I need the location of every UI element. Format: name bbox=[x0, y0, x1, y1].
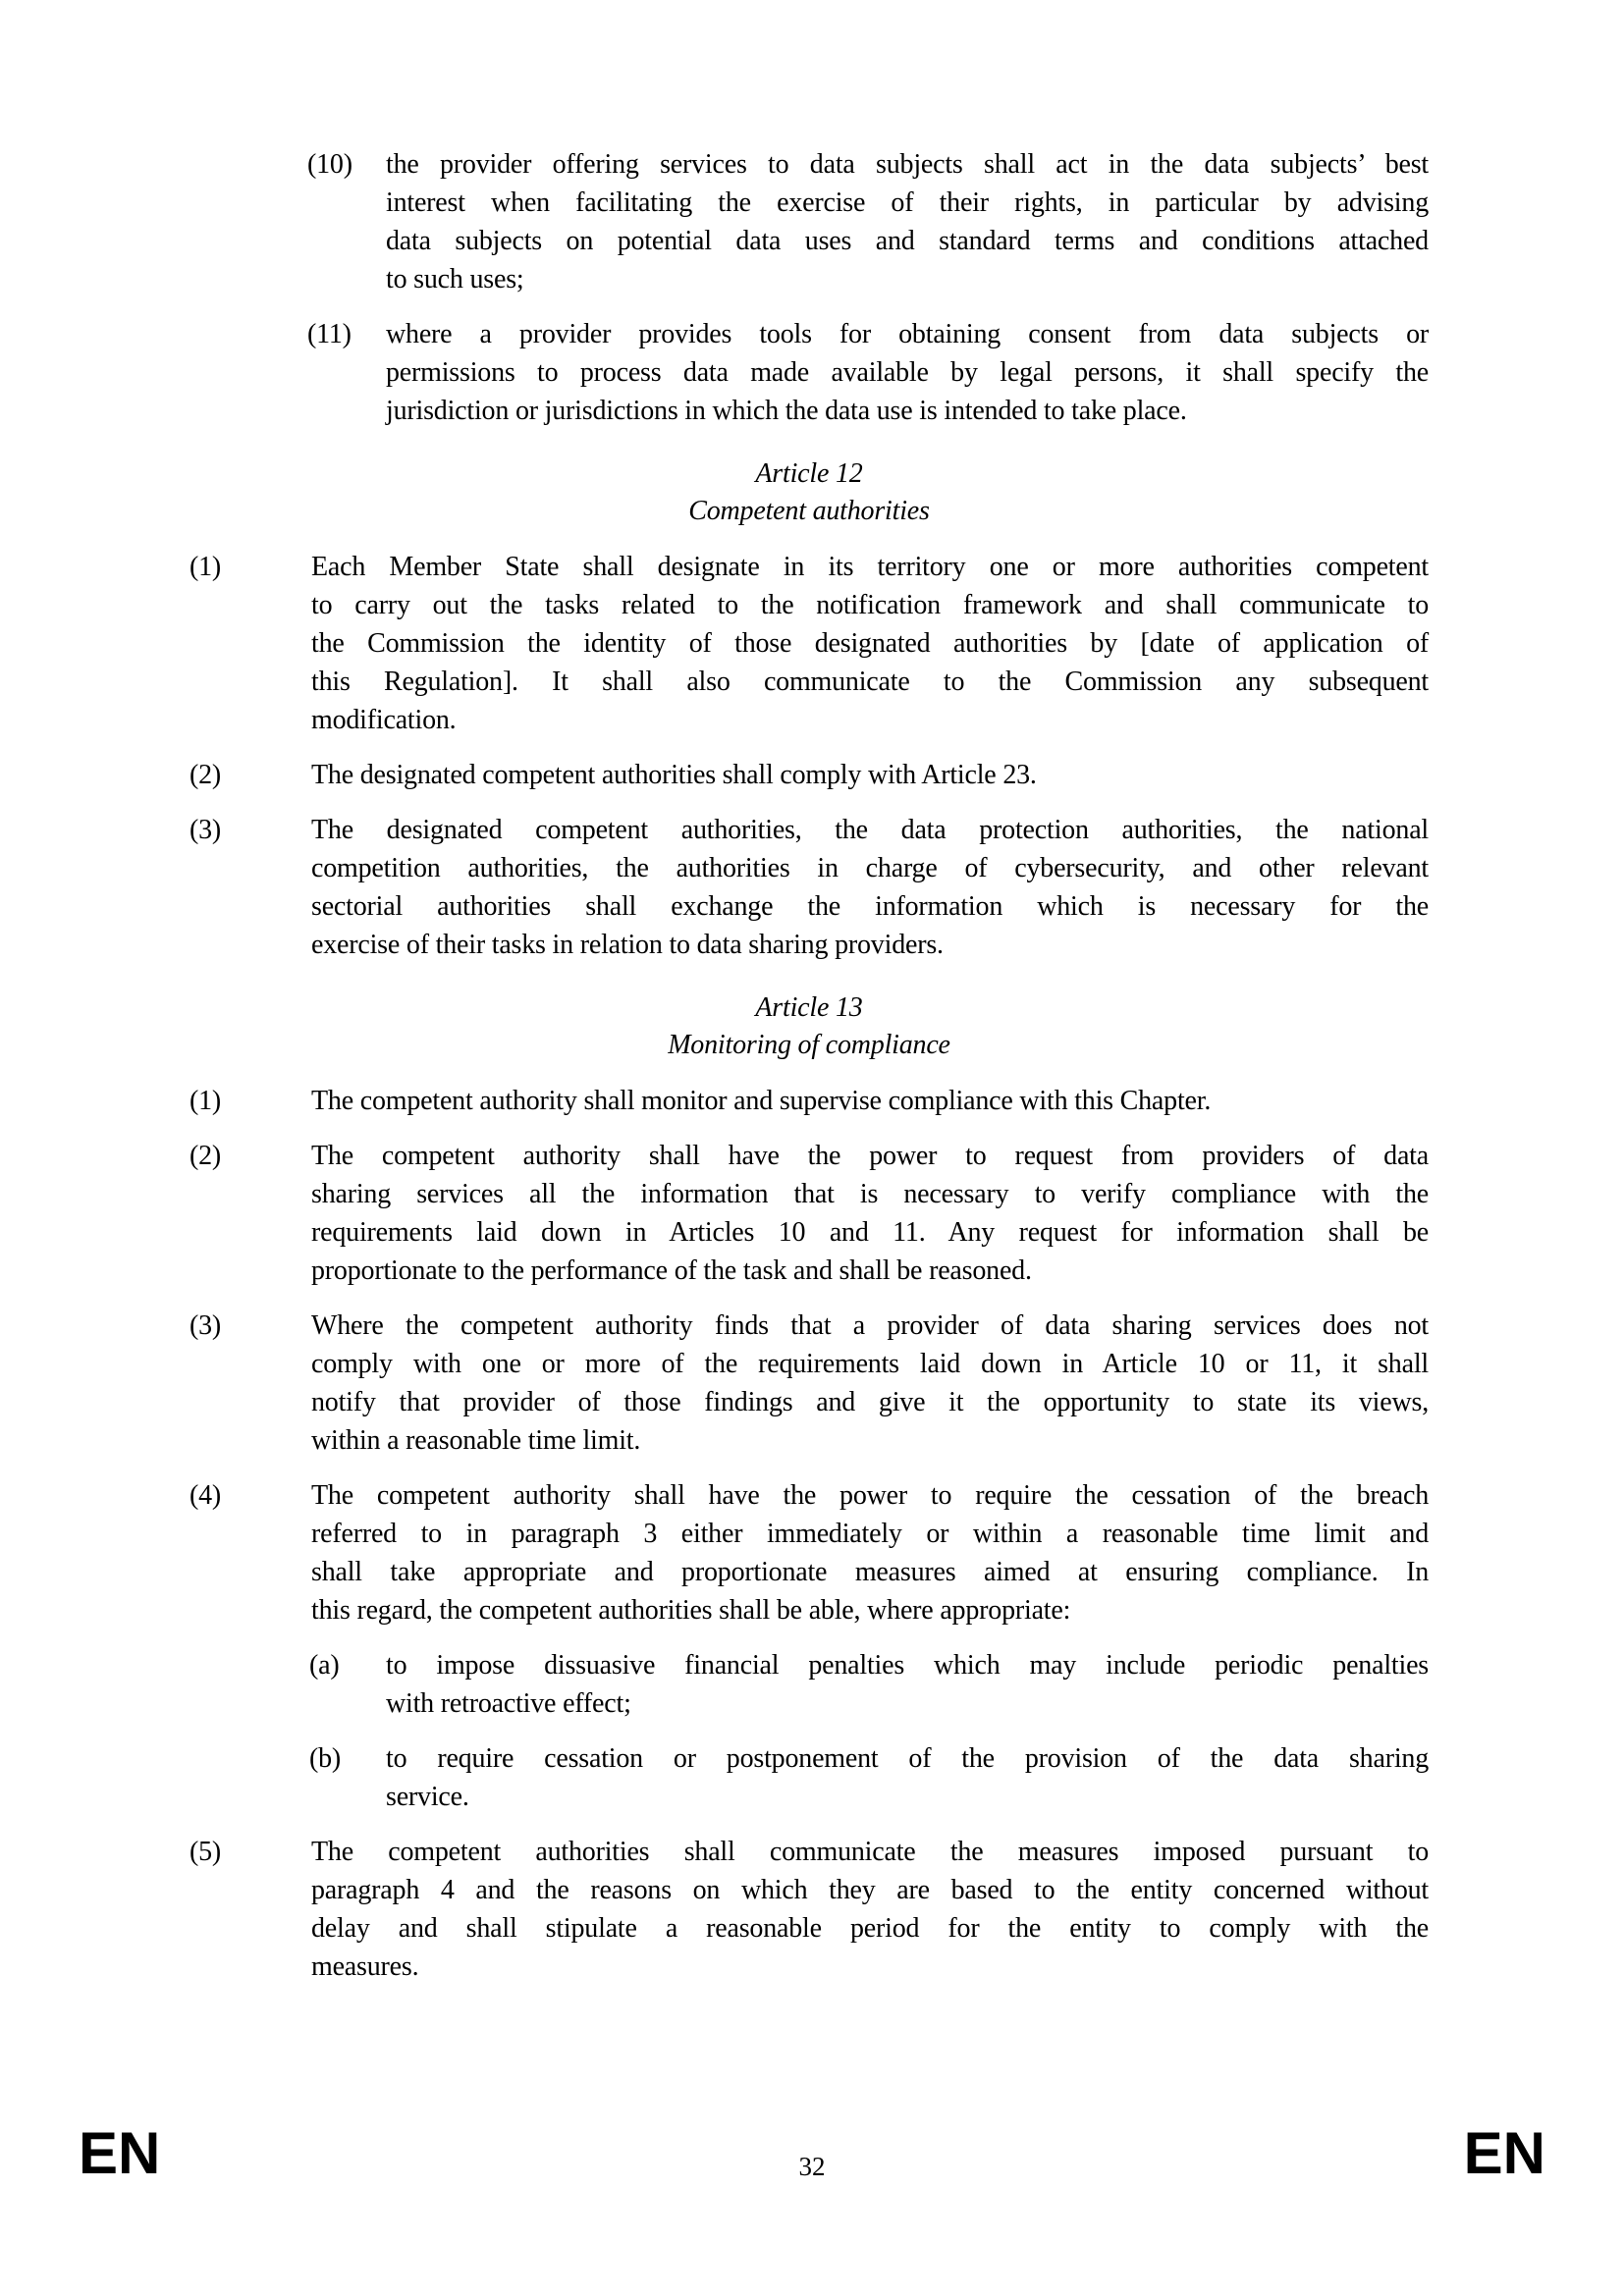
paragraph-text bbox=[311, 1307, 1429, 1460]
page-content bbox=[189, 145, 1429, 2002]
paragraph bbox=[189, 1307, 1429, 1460]
article-heading-line: Monitoring of compliance bbox=[668, 1030, 950, 1060]
article-heading bbox=[189, 989, 1429, 1064]
paragraph-number: (5) bbox=[189, 1837, 222, 1867]
paragraph-line: the Commission the identity of those designated authorities by [date of application of bbox=[311, 628, 1429, 659]
paragraph-number: (11) bbox=[307, 319, 352, 349]
paragraph-line: proportionate to the performance of the task and shall be reasoned. bbox=[311, 1255, 1032, 1286]
paragraph-text bbox=[386, 1646, 1429, 1723]
paragraph bbox=[189, 548, 1429, 739]
paragraph-text bbox=[311, 548, 1429, 739]
paragraph-number: (3) bbox=[189, 815, 222, 845]
paragraph bbox=[189, 1082, 1429, 1120]
paragraph-line: where a provider provides tools for obtaining consent from data subjects or bbox=[386, 319, 1429, 349]
paragraph-line: modification. bbox=[311, 705, 457, 735]
paragraph-text bbox=[386, 315, 1429, 430]
paragraph-text bbox=[311, 811, 1429, 964]
paragraph-line: sectorial authorities shall exchange the information which is necessary for the bbox=[311, 891, 1429, 922]
paragraph-number: (b) bbox=[309, 1743, 342, 1774]
paragraph-line: comply with one or more of the requirements laid down in Article 10 or 11, it shall bbox=[311, 1349, 1429, 1379]
page-number: 32 bbox=[798, 2152, 826, 2181]
paragraph-line: jurisdiction or jurisdictions in which the data use is intended to take place. bbox=[386, 396, 1187, 426]
paragraph-line: within a reasonable time limit. bbox=[311, 1425, 641, 1456]
paragraph-line: to impose dissuasive financial penalties which may include periodic penalties bbox=[386, 1650, 1429, 1681]
paragraph-number: (3) bbox=[189, 1310, 222, 1341]
paragraph-number: (10) bbox=[307, 149, 352, 180]
paragraph-number: (4) bbox=[189, 1480, 222, 1511]
paragraph-line: data subjects on potential data uses and standard terms and conditions attached bbox=[386, 226, 1429, 256]
article-heading-line: Article 12 bbox=[755, 458, 863, 489]
article-heading bbox=[189, 455, 1429, 530]
paragraph bbox=[309, 1646, 1429, 1723]
paragraph-text bbox=[311, 1476, 1429, 1629]
paragraph-line: shall take appropriate and proportionate measures aimed at ensuring compliance. In bbox=[311, 1557, 1429, 1587]
paragraph-line: to carry out the tasks related to the notification framework and shall communicate to bbox=[311, 590, 1429, 620]
paragraph-number: (2) bbox=[189, 1141, 222, 1171]
paragraph-line: The competent authority shall have the power to require the cessation of the breach bbox=[311, 1480, 1429, 1511]
paragraph-line: this regard, the competent authorities shall be able, where appropriate: bbox=[311, 1595, 1071, 1626]
paragraph-line: measures. bbox=[311, 1951, 419, 1982]
paragraph-line: Each Member State shall designate in its territory one or more authorities competent bbox=[311, 552, 1429, 582]
paragraph-line: interest when facilitating the exercise of their rights, in particular by advising bbox=[386, 187, 1429, 218]
paragraph-text bbox=[386, 1739, 1429, 1816]
paragraph-line: The competent authority shall monitor and supervise compliance with this Chapter. bbox=[311, 1086, 1212, 1116]
paragraph bbox=[189, 811, 1429, 964]
paragraph-line: paragraph 4 and the reasons on which they are based to the entity concerned without bbox=[311, 1875, 1429, 1905]
paragraph-line: delay and shall stipulate a reasonable period for the entity to comply with the bbox=[311, 1913, 1429, 1944]
paragraph bbox=[189, 1137, 1429, 1290]
paragraph-line: service. bbox=[386, 1782, 469, 1812]
lang-marker-right: EN bbox=[1463, 2120, 1545, 2186]
paragraph-number: (1) bbox=[189, 1086, 222, 1116]
paragraph bbox=[307, 145, 1429, 298]
paragraph-line: The competent authority shall have the power to request from providers of data bbox=[311, 1141, 1429, 1171]
paragraph-line: this Regulation]. It shall also communicate to the Commission any subsequent bbox=[311, 667, 1429, 697]
paragraph-line: competition authorities, the authorities in charge of cybersecurity, and other relevant bbox=[311, 853, 1429, 883]
paragraph-number: (a) bbox=[309, 1650, 340, 1681]
paragraph-text bbox=[386, 145, 1429, 298]
paragraph bbox=[307, 315, 1429, 430]
paragraph-number: (2) bbox=[189, 760, 222, 790]
paragraph-line: The designated competent authorities, the data protection authorities, the national bbox=[311, 815, 1429, 845]
paragraph-number: (1) bbox=[189, 552, 222, 582]
paragraph-line: sharing services all the information that is necessary to verify compliance with the bbox=[311, 1179, 1429, 1209]
article-heading-line: Article 13 bbox=[755, 992, 863, 1023]
article-heading-line: Competent authorities bbox=[688, 496, 930, 526]
paragraph bbox=[189, 1833, 1429, 1986]
paragraph bbox=[189, 1476, 1429, 1629]
paragraph-line: notify that provider of those findings and give it the opportunity to state its views, bbox=[311, 1387, 1429, 1417]
paragraph-line: referred to in paragraph 3 either immediately or within a reasonable time limit and bbox=[311, 1519, 1429, 1549]
paragraph-text bbox=[311, 1137, 1429, 1290]
paragraph bbox=[309, 1739, 1429, 1816]
paragraph-line: permissions to process data made available by legal persons, it shall specify the bbox=[386, 357, 1429, 388]
paragraph-line: exercise of their tasks in relation to data sharing providers. bbox=[311, 930, 944, 960]
paragraph bbox=[189, 756, 1429, 794]
paragraph-line: with retroactive effect; bbox=[386, 1688, 631, 1719]
paragraph-line: to such uses; bbox=[386, 264, 524, 294]
paragraph-line: The designated competent authorities shall comply with Article 23. bbox=[311, 760, 1037, 790]
paragraph-text bbox=[311, 756, 1429, 794]
paragraph-line: to require cessation or postponement of the provision of the data sharing bbox=[386, 1743, 1429, 1774]
paragraph-line: requirements laid down in Articles 10 and 11. Any request for information shall be bbox=[311, 1217, 1429, 1248]
lang-marker-left: EN bbox=[79, 2120, 161, 2186]
paragraph-line: Where the competent authority finds that a provider of data sharing services does not bbox=[311, 1310, 1429, 1341]
paragraph-line: The competent authorities shall communicate the measures imposed pursuant to bbox=[311, 1837, 1429, 1867]
paragraph-text bbox=[311, 1833, 1429, 1986]
paragraph-text bbox=[311, 1082, 1429, 1120]
paragraph-line: the provider offering services to data subjects shall act in the data subjects’ best bbox=[386, 149, 1429, 180]
